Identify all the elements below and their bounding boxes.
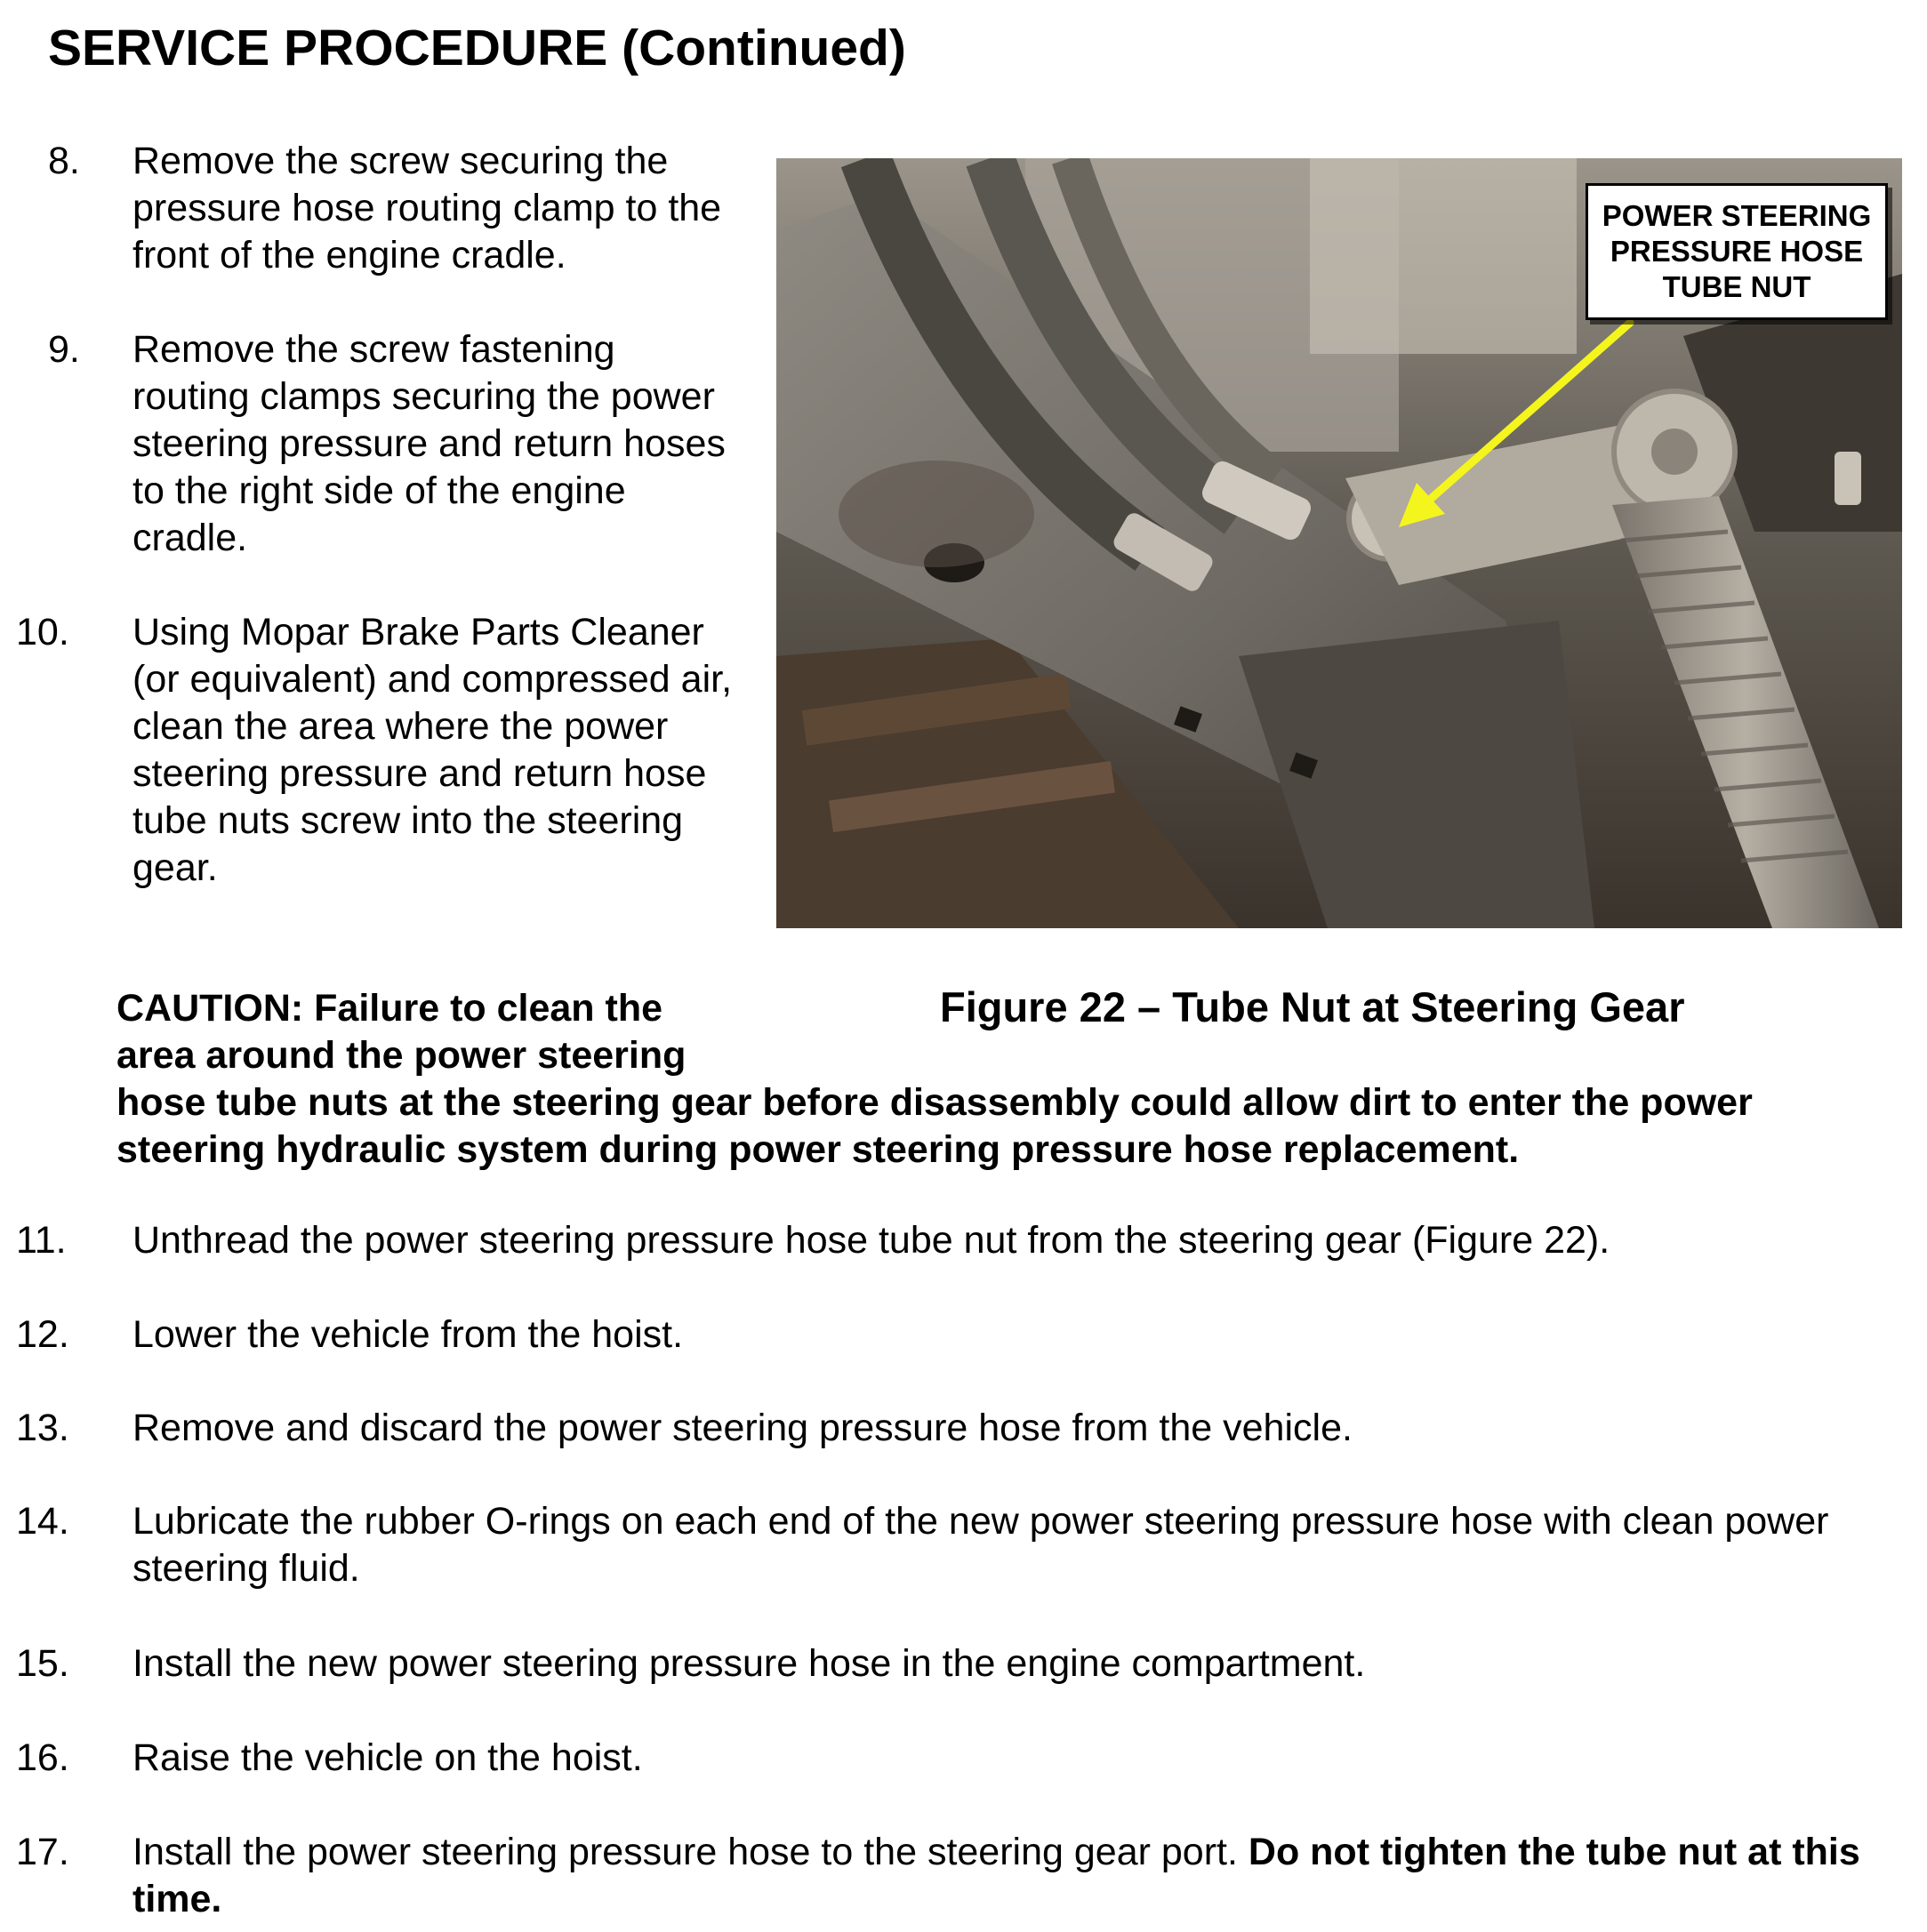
step-number: 16. — [16, 1736, 69, 1779]
step-number: 17. — [16, 1831, 69, 1873]
step-text: Remove the screw fastening routing clamps securing the power steering pressure and return hoses to the right side of the engine cradle. — [132, 328, 726, 559]
figure-caption: Figure 22 – Tube Nut at Steering Gear — [940, 983, 1685, 1030]
step-number: 10. — [16, 611, 69, 653]
step-text: Lower the vehicle from the hoist. — [132, 1313, 684, 1356]
caution-text-part-1: CAUTION: Failure to clean the area around the power steering — [116, 987, 686, 1077]
step-number: 9. — [48, 328, 80, 371]
step-number: 15. — [16, 1642, 69, 1685]
step-number: 14. — [16, 1500, 69, 1543]
step-text: Remove and discard the power steering pressure hose from the vehicle. — [132, 1407, 1353, 1449]
step-number: 11. — [16, 1219, 67, 1262]
step-text-bold: Do not tighten the tube nut at this time. — [132, 1831, 1860, 1920]
step-text: Using Mopar Brake Parts Cleaner (or equivalent) and compressed air, clean the area where the power steering pressure and return hose tube nuts screw into the steering gear. — [132, 611, 733, 889]
step-text — [132, 1829, 1920, 1923]
step-text: Remove the screw securing the pressure hose routing clamp to the front of the engine cradle. — [132, 140, 722, 277]
step-text: Raise the vehicle on the hoist. — [132, 1736, 643, 1779]
step-number: 8. — [48, 140, 80, 182]
step-text: Lubricate the rubber O-rings on each end of the new power steering pressure hose with clean power steering fluid. — [132, 1500, 1829, 1590]
figure-callout-label: POWER STEERING PRESSURE HOSE TUBE NUT — [1586, 183, 1888, 320]
step-text-regular: Install the power steering pressure hose to the steering gear port. — [132, 1831, 1238, 1873]
step-text: Unthread the power steering pressure hose tube nut from the steering gear (Figure 22). — [132, 1219, 1610, 1262]
caution-text-part-2: hose tube nuts at the steering gear before disassembly could allow dirt to enter the power steering hydraulic system during power steering pressure hose replacement. — [116, 1081, 1753, 1171]
step-number: 13. — [16, 1407, 69, 1449]
step-number: 12. — [16, 1313, 69, 1356]
step-text: Install the new power steering pressure hose in the engine compartment. — [132, 1642, 1366, 1685]
page-heading: SERVICE PROCEDURE (Continued) — [48, 20, 906, 76]
figure-photo — [776, 158, 1902, 928]
